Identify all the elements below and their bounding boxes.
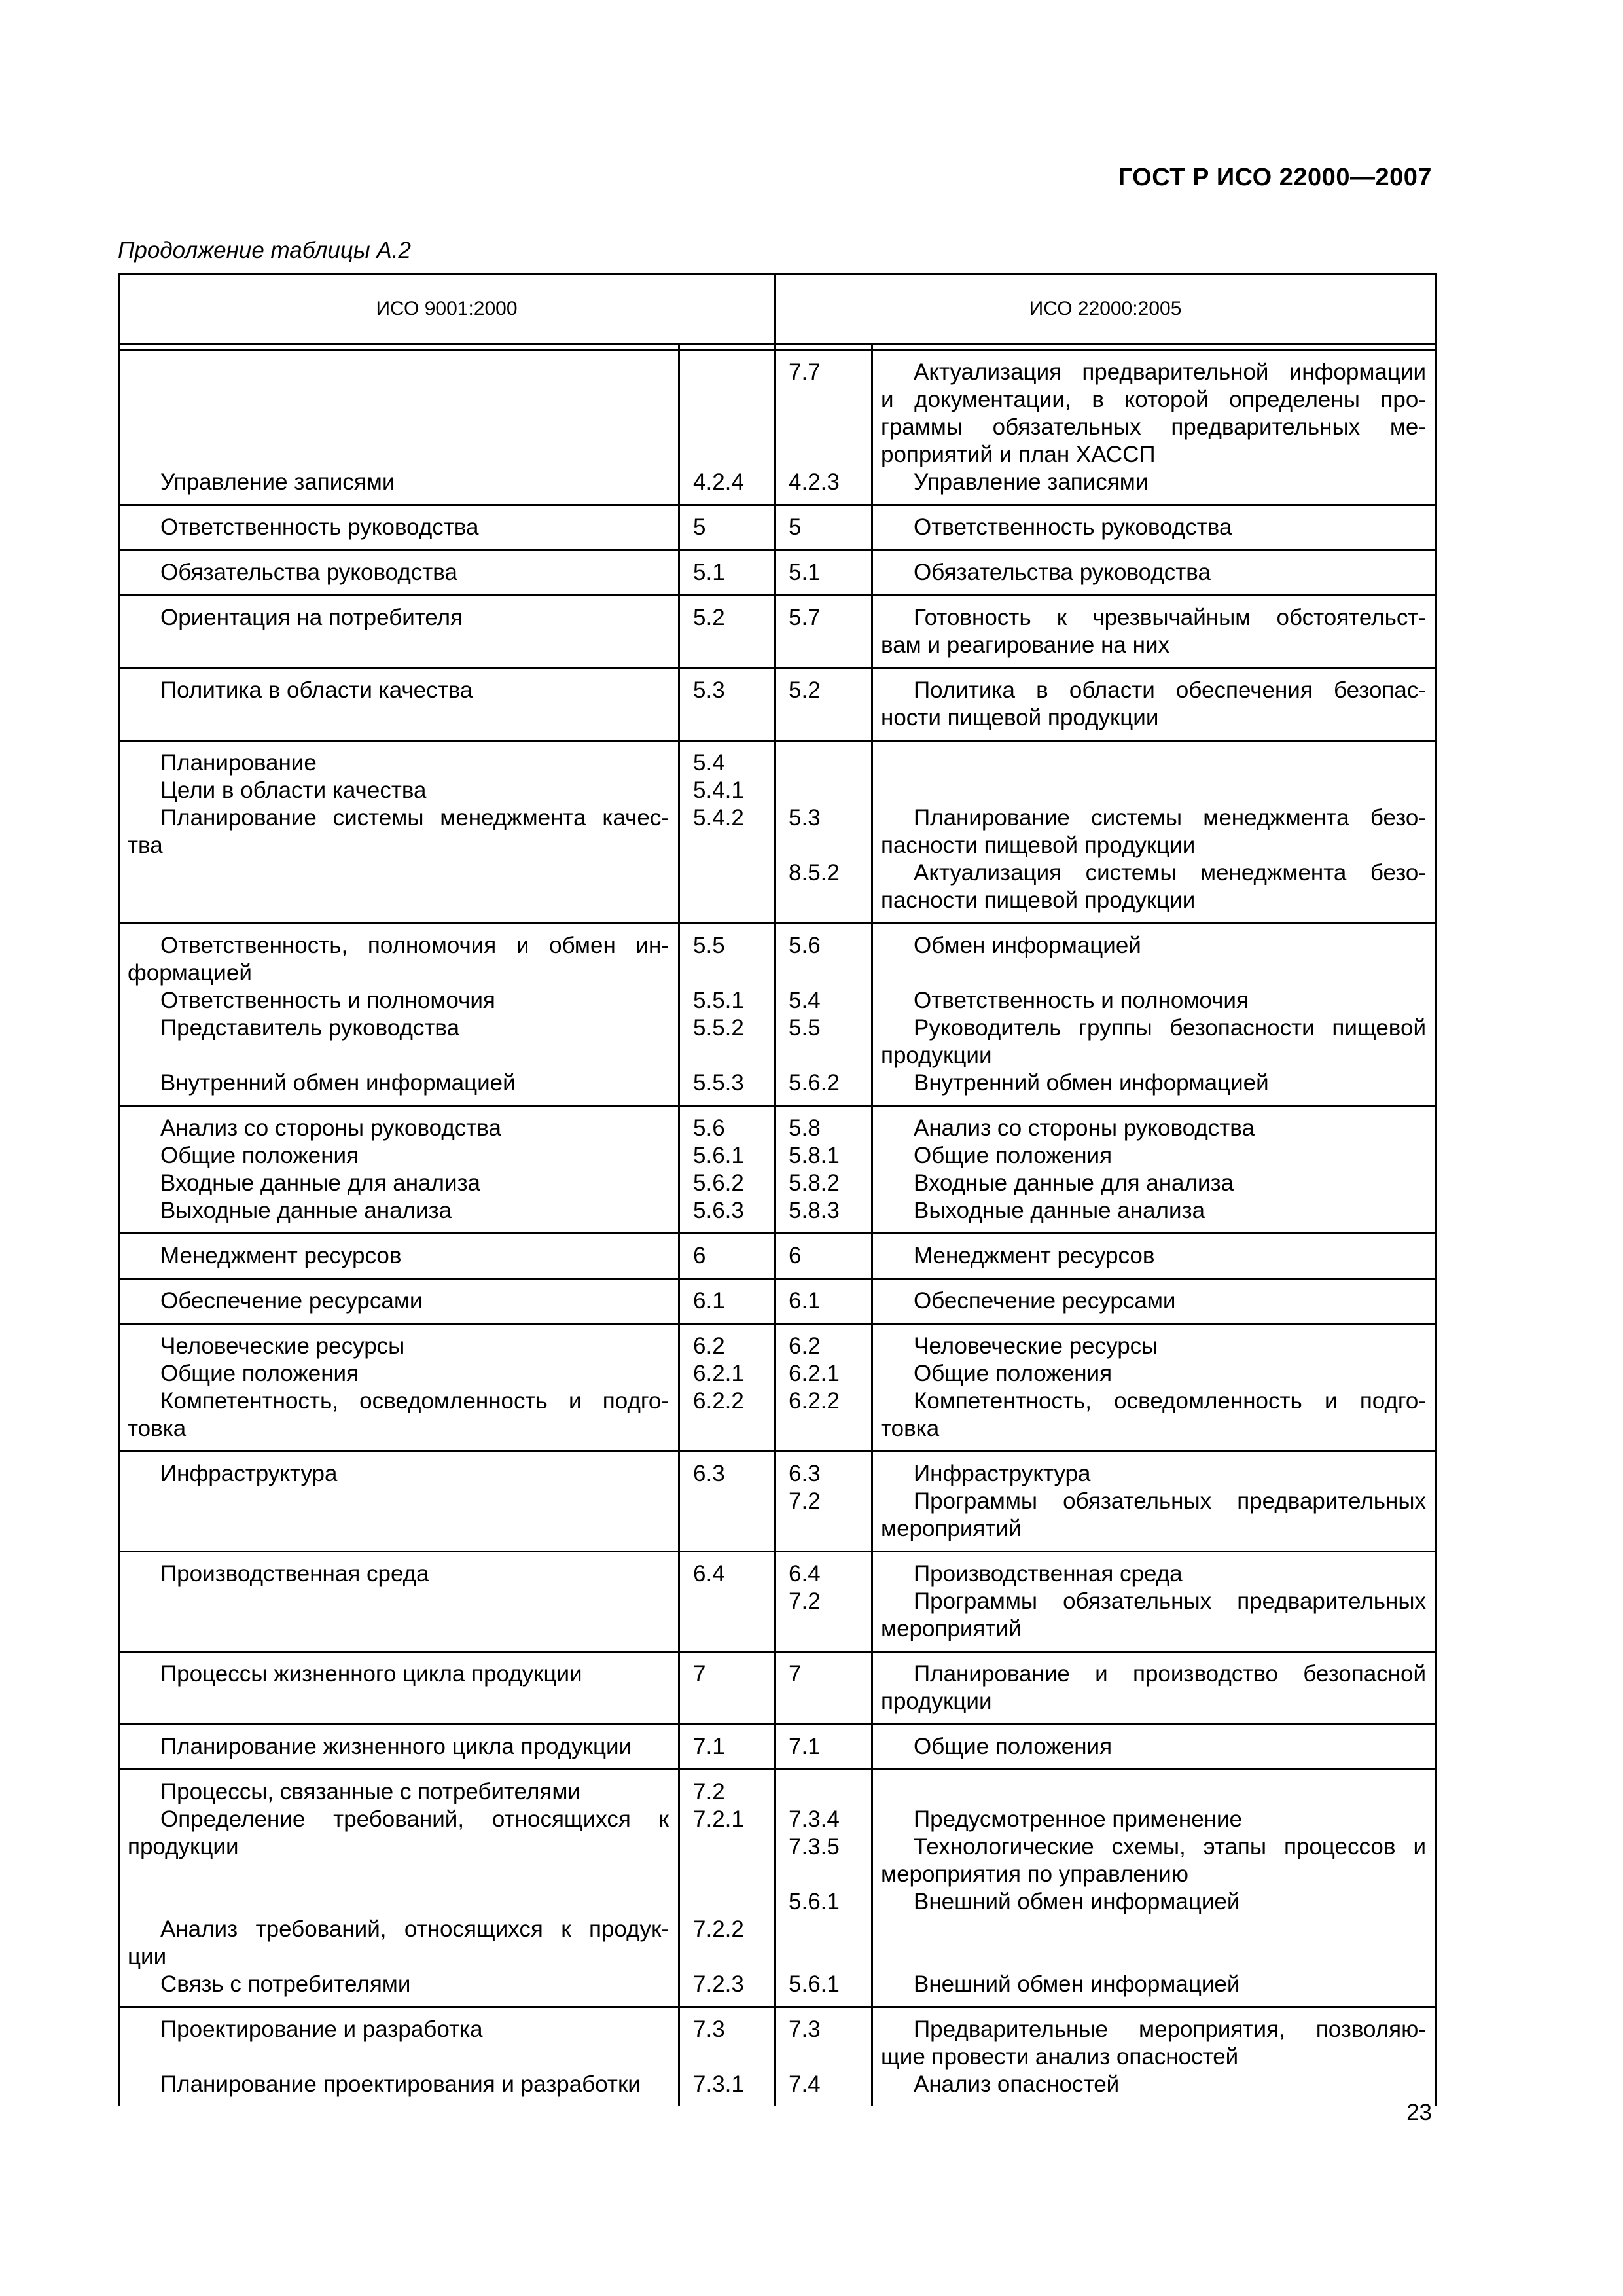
cell-text-line: продукции: [128, 1834, 239, 1859]
cell-text-line: Внешний обмен информацией: [914, 1971, 1240, 1997]
clause-number: 4.2.4: [693, 469, 744, 495]
table-row: [119, 350, 1436, 505]
cell-text-line: Входные данные для анализа: [914, 1170, 1234, 1196]
cell-text-line: Человеческие ресурсы: [914, 1333, 1158, 1359]
cell-text-line: Политика в области обеспечения безопас-: [914, 677, 1427, 703]
cell-text-line: Планирование системы менеджмента качес-: [160, 805, 669, 831]
iso22000-requirement-cell: [872, 1452, 1436, 1552]
clause-number: [776, 1916, 871, 1943]
clause-number: [776, 1861, 871, 1888]
cell-text-line: мероприятия по управлению: [881, 1861, 1188, 1887]
iso9001-clause-cell: [679, 1279, 775, 1324]
clause-number: 7: [789, 1661, 802, 1687]
cell-text-line: [120, 1861, 678, 1888]
clause-number: 7.2: [693, 1779, 725, 1804]
clause-number: [776, 1778, 871, 1806]
iso9001-requirement-cell: [119, 1106, 679, 1234]
clause-number: [680, 386, 774, 414]
cell-text-line: [120, 441, 678, 469]
clause-number: 6.2.1: [789, 1361, 840, 1386]
iso22000-requirement-cell: [872, 2007, 1436, 2107]
clause-number: 5.6: [693, 1115, 725, 1141]
iso22000-requirement-cell: [872, 596, 1436, 668]
clause-number: 5: [789, 514, 802, 540]
clause-number: [776, 386, 871, 414]
iso9001-clause-cell: [679, 1725, 775, 1770]
cell-text-line: Предварительные мероприятия, позволяю-: [914, 2017, 1427, 2042]
iso9001-requirement-cell: [119, 1452, 679, 1552]
clause-number: 7.2: [789, 1488, 821, 1514]
clause-number: [776, 2043, 871, 2071]
clause-number: 7.3.5: [789, 1834, 840, 1859]
cell-text-line: Планирование: [160, 750, 317, 776]
table-row: [119, 550, 1436, 596]
cell-text-line: [873, 960, 1435, 987]
clause-number: [776, 749, 871, 777]
iso22000-clause-cell: [775, 924, 872, 1106]
cell-text-line: Выходные данные анализа: [160, 1198, 452, 1223]
iso22000-requirement-cell: [872, 1770, 1436, 2007]
iso9001-requirement-cell: [119, 2007, 679, 2107]
cell-text-line: Анализ со стороны руководства: [160, 1115, 501, 1141]
cell-text-line: Анализ со стороны руководства: [914, 1115, 1255, 1141]
clause-number: 5.4.2: [693, 805, 744, 831]
cell-text-line: Программы обязательных предварительных: [914, 1588, 1427, 1614]
iso9001-requirement-cell: [119, 1279, 679, 1324]
cell-text-line: продукции: [881, 1043, 992, 1068]
cell-text-line: тва: [128, 833, 163, 858]
cell-text-line: Актуализация системы менеджмента безо-: [914, 860, 1427, 886]
clause-number: 7.3: [693, 2017, 725, 2042]
cell-text-line: щие провести анализ опасностей: [881, 2044, 1239, 2070]
clause-number: 5.6.1: [789, 1971, 840, 1997]
clause-number: 5.1: [693, 560, 725, 585]
clause-number: 7.2: [789, 1588, 821, 1614]
cell-text-line: Программы обязательных предварительных: [914, 1488, 1427, 1514]
clause-number: [776, 1042, 871, 1069]
cell-text-line: Готовность к чрезвычайным обстоятельст-: [914, 605, 1427, 630]
cell-text-line: формацией: [128, 960, 252, 986]
iso22000-clause-cell: [775, 668, 872, 741]
cell-text-line: Общие положения: [914, 1734, 1113, 1759]
clause-number: 6.1: [693, 1288, 725, 1314]
table-row: [119, 1652, 1436, 1725]
cell-text-line: товка: [128, 1416, 187, 1441]
cell-text-line: Общие положения: [160, 1143, 359, 1168]
clause-number: 5.3: [693, 677, 725, 703]
clause-number: 5.8.2: [789, 1170, 840, 1196]
clause-number: [776, 441, 871, 469]
clause-number: 6.4: [693, 1561, 725, 1587]
table-row: [119, 1452, 1436, 1552]
clause-number: 7.3.4: [789, 1806, 840, 1832]
clause-number: 5.6.1: [693, 1143, 744, 1168]
iso9001-clause-cell: [679, 2007, 775, 2107]
iso22000-requirement-cell: [872, 1324, 1436, 1452]
cell-text-line: Производственная среда: [914, 1561, 1183, 1587]
iso22000-clause-cell: [775, 741, 872, 924]
clause-number: 6.2.1: [693, 1361, 744, 1386]
clause-number: [680, 414, 774, 441]
clause-number: [776, 414, 871, 441]
clause-number: 5.6.2: [693, 1170, 744, 1196]
clause-number: [680, 1042, 774, 1069]
cell-text-line: [873, 1916, 1435, 1943]
clause-number: [680, 1943, 774, 1971]
table-row: [119, 1234, 1436, 1279]
iso9001-clause-cell: [679, 596, 775, 668]
iso9001-clause-cell: [679, 1552, 775, 1652]
iso9001-clause-cell: [679, 1652, 775, 1725]
iso9001-requirement-cell: [119, 741, 679, 924]
clause-number: 5.7: [789, 605, 821, 630]
cell-text-line: ции: [128, 1944, 167, 1969]
table-row: [119, 2007, 1436, 2107]
iso9001-clause-cell: [679, 924, 775, 1106]
cell-text-line: Процессы жизненного цикла продукции: [160, 1661, 582, 1687]
clause-number: [776, 1943, 871, 1971]
iso22000-clause-cell: [775, 1324, 872, 1452]
iso9001-requirement-cell: [119, 1652, 679, 1725]
iso9001-clause-cell: [679, 1234, 775, 1279]
clause-number: [680, 1833, 774, 1861]
clause-number: 5.5.2: [693, 1015, 744, 1041]
iso22000-requirement-cell: [872, 505, 1436, 550]
clause-number: 5: [693, 514, 706, 540]
clause-number: 6.2: [789, 1333, 821, 1359]
clause-number: 5.5: [789, 1015, 821, 1041]
iso9001-requirement-cell: [119, 1725, 679, 1770]
iso9001-clause-cell: [679, 1324, 775, 1452]
clause-number: [680, 960, 774, 987]
cell-text-line: граммы обязательных предварительных ме-: [881, 414, 1427, 440]
clause-number: 7.1: [789, 1734, 821, 1759]
iso9001-requirement-cell: [119, 1234, 679, 1279]
clause-number: 5.6.3: [693, 1198, 744, 1223]
iso22000-requirement-cell: [872, 350, 1436, 505]
clause-number: 7.3: [789, 2017, 821, 2042]
table-body: [119, 344, 1436, 2107]
clause-number: 6.2: [693, 1333, 725, 1359]
clause-number: 6.2.2: [693, 1388, 744, 1414]
iso9001-requirement-cell: [119, 1552, 679, 1652]
table-row: [119, 1552, 1436, 1652]
clause-number: 7: [693, 1661, 706, 1687]
cell-text-line: роприятий и план ХАССП: [881, 442, 1156, 467]
cell-text-line: [120, 1042, 678, 1069]
iso9001-requirement-cell: [119, 596, 679, 668]
iso22000-clause-cell: [775, 1652, 872, 1725]
clause-number: 5.3: [789, 805, 821, 831]
clause-number: 5.8.3: [789, 1198, 840, 1223]
clause-number: 6.3: [693, 1461, 725, 1486]
cell-text-line: Входные данные для анализа: [160, 1170, 481, 1196]
cell-text-line: Внешний обмен информацией: [914, 1889, 1240, 1914]
clause-number: 6.1: [789, 1288, 821, 1314]
cell-text-line: [120, 386, 678, 414]
cell-text-line: Менеджмент ресурсов: [160, 1243, 402, 1268]
clause-number: 5.8: [789, 1115, 821, 1141]
cell-text-line: Ответственность руководства: [914, 514, 1232, 540]
iso22000-requirement-cell: [872, 1106, 1436, 1234]
clause-number: 5.8.1: [789, 1143, 840, 1168]
iso22000-requirement-cell: [872, 741, 1436, 924]
clause-number: 7.3.1: [693, 2072, 744, 2097]
cell-text-line: товка: [881, 1416, 940, 1441]
iso22000-clause-cell: [775, 1770, 872, 2007]
iso9001-requirement-cell: [119, 1770, 679, 2007]
clause-number: 4.2.3: [789, 469, 840, 495]
iso22000-clause-cell: [775, 1234, 872, 1279]
iso22000-clause-cell: [775, 1552, 872, 1652]
cell-text-line: ности пищевой продукции: [881, 705, 1159, 730]
cell-text-line: Ответственность и полномочия: [914, 988, 1249, 1013]
table-row: [119, 668, 1436, 741]
cell-text-line: Цели в области качества: [160, 778, 427, 803]
clause-number: 5.6.2: [789, 1070, 840, 1096]
table-row: [119, 1725, 1436, 1770]
clause-number: 6: [693, 1243, 706, 1268]
clause-number: [776, 960, 871, 987]
clause-number: [680, 1861, 774, 1888]
cell-text-line: Планирование проектирования и разработки: [160, 2072, 641, 2097]
page-number: 23: [1406, 2100, 1432, 2125]
clause-number: 5.2: [693, 605, 725, 630]
cell-text-line: [873, 749, 1435, 777]
cell-text-line: Выходные данные анализа: [914, 1198, 1205, 1223]
clause-number: [776, 777, 871, 804]
cell-text-line: Технологические схемы, этапы процессов и: [914, 1834, 1427, 1859]
table-row: [119, 1324, 1436, 1452]
clause-number: 6: [789, 1243, 802, 1268]
header-separator-row: [119, 344, 1436, 350]
cell-text-line: Обеспечение ресурсами: [160, 1288, 423, 1314]
iso9001-clause-cell: [679, 668, 775, 741]
clause-number: 5.5: [693, 933, 725, 958]
cell-text-line: Ориентация на потребителя: [160, 605, 463, 630]
iso9001-clause-cell: [679, 350, 775, 505]
table-caption: Продолжение таблицы А.2: [118, 238, 411, 263]
cell-text-line: Менеджмент ресурсов: [914, 1243, 1155, 1268]
cell-text-line: Планирование системы менеджмента безо-: [914, 805, 1427, 831]
cell-text-line: [120, 414, 678, 441]
cell-text-line: Связь с потребителями: [160, 1971, 411, 1997]
table-row: [119, 924, 1436, 1106]
iso9001-requirement-cell: [119, 505, 679, 550]
cell-text-line: Анализ опасностей: [914, 2072, 1120, 2097]
clause-number: [776, 832, 871, 859]
cell-text-line: Планирование жизненного цикла продукции: [160, 1734, 632, 1759]
cell-text-line: Управление записями: [914, 469, 1149, 495]
cell-text-line: Обмен информацией: [914, 933, 1141, 958]
cell-text-line: Анализ требований, относящихся к продук-: [160, 1916, 669, 1942]
table-row: [119, 596, 1436, 668]
cell-text-line: [873, 1943, 1435, 1971]
cell-text-line: Актуализация предварительной информации: [914, 359, 1427, 385]
clause-number: 7.7: [789, 359, 821, 385]
cell-text-line: [873, 777, 1435, 804]
cell-text-line: Ответственность руководства: [160, 514, 479, 540]
iso22000-requirement-cell: [872, 1552, 1436, 1652]
iso22000-clause-cell: [775, 1106, 872, 1234]
iso9001-clause-cell: [679, 1452, 775, 1552]
cell-text-line: Инфраструктура: [160, 1461, 338, 1486]
cell-text-line: [873, 1778, 1435, 1806]
clause-number: 5.2: [789, 677, 821, 703]
iso9001-clause-cell: [679, 550, 775, 596]
cell-text-line: вам и реагирование на них: [881, 632, 1170, 658]
cell-text-line: Руководитель группы безопасности пищевой: [914, 1015, 1427, 1041]
cell-text-line: Процессы, связанные с потребителями: [160, 1779, 580, 1804]
cell-text-line: Инфраструктура: [914, 1461, 1091, 1486]
cell-text-line: Производственная среда: [160, 1561, 429, 1587]
cell-text-line: пасности пищевой продукции: [881, 888, 1196, 913]
cell-text-line: мероприятий: [881, 1516, 1022, 1541]
table-row: [119, 1279, 1436, 1324]
iso9001-requirement-cell: [119, 924, 679, 1106]
iso22000-requirement-cell: [872, 1279, 1436, 1324]
iso22000-clause-cell: [775, 1725, 872, 1770]
iso22000-requirement-cell: [872, 550, 1436, 596]
clause-number: 5.1: [789, 560, 821, 585]
cell-text-line: Внутренний обмен информацией: [914, 1070, 1269, 1096]
iso22000-clause-cell: [775, 550, 872, 596]
cell-text-line: [120, 2043, 678, 2071]
iso9001-requirement-cell: [119, 668, 679, 741]
clause-number: 7.4: [789, 2072, 821, 2097]
cell-text-line: Определение требований, относящихся к: [160, 1806, 669, 1832]
clause-number: 5.4: [693, 750, 725, 776]
clause-number: 7.2.1: [693, 1806, 744, 1832]
clause-number: 5.5.1: [693, 988, 744, 1013]
cell-text-line: Обеспечение ресурсами: [914, 1288, 1176, 1314]
cell-text-line: Обязательства руководства: [160, 560, 457, 585]
iso22000-clause-cell: [775, 1279, 872, 1324]
clause-number: 6.3: [789, 1461, 821, 1486]
table-row: [119, 1770, 1436, 2007]
clause-number: 6.2.2: [789, 1388, 840, 1414]
iso9001-clause-cell: [679, 1106, 775, 1234]
cell-text-line: Представитель руководства: [160, 1015, 460, 1041]
clause-number: 7.2.3: [693, 1971, 744, 1997]
iso22000-requirement-cell: [872, 1652, 1436, 1725]
iso9001-requirement-cell: [119, 350, 679, 505]
cell-text-line: [120, 359, 678, 386]
correspondence-table: [118, 273, 1437, 2106]
cell-text-line: Планирование и производство безопасной: [914, 1661, 1427, 1687]
table-row: [119, 505, 1436, 550]
iso22000-clause-cell: [775, 1452, 872, 1552]
column-header-iso22000: ИСО 22000:2005: [775, 274, 1436, 344]
iso9001-requirement-cell: [119, 1324, 679, 1452]
iso9001-clause-cell: [679, 741, 775, 924]
clause-number: 6.4: [789, 1561, 821, 1587]
cell-text-line: Общие положения: [160, 1361, 359, 1386]
cell-text-line: Предусмотренное применение: [914, 1806, 1243, 1832]
cell-text-line: Обязательства руководства: [914, 560, 1211, 585]
iso22000-clause-cell: [775, 596, 872, 668]
cell-text-line: [120, 1888, 678, 1916]
iso22000-clause-cell: [775, 505, 872, 550]
table-row: [119, 1106, 1436, 1234]
clause-number: 7.1: [693, 1734, 725, 1759]
cell-text-line: Общие положения: [914, 1143, 1113, 1168]
cell-text-line: пасности пищевой продукции: [881, 833, 1196, 858]
cell-text-line: продукции: [881, 1689, 992, 1714]
clause-number: [680, 359, 774, 386]
clause-number: 5.5.3: [693, 1070, 744, 1096]
cell-text-line: Управление записями: [160, 469, 395, 495]
clause-number: 8.5.2: [789, 860, 840, 886]
clause-number: 5.6.1: [789, 1889, 840, 1914]
clause-number: [680, 441, 774, 469]
clause-number: 7.2.2: [693, 1916, 744, 1942]
cell-text-line: Политика в области качества: [160, 677, 473, 703]
column-header-iso9001: ИСО 9001:2000: [119, 274, 775, 344]
iso9001-requirement-cell: [119, 550, 679, 596]
clause-number: [680, 2043, 774, 2071]
clause-number: 5.4: [789, 988, 821, 1013]
cell-text-line: Ответственность, полномочия и обмен ин-: [160, 933, 669, 958]
cell-text-line: Общие положения: [914, 1361, 1113, 1386]
clause-number: [680, 1888, 774, 1916]
cell-text-line: Компетентность, осведомленность и подго-: [160, 1388, 669, 1414]
iso9001-clause-cell: [679, 1770, 775, 2007]
cell-text-line: Компетентность, осведомленность и подго-: [914, 1388, 1427, 1414]
cell-text-line: Ответственность и полномочия: [160, 988, 495, 1013]
cell-text-line: и документации, в которой определены про-: [881, 387, 1427, 412]
iso22000-requirement-cell: [872, 1234, 1436, 1279]
document-standard-title: ГОСТ Р ИСО 22000—2007: [1118, 164, 1432, 191]
table-row: [119, 741, 1436, 924]
iso22000-requirement-cell: [872, 1725, 1436, 1770]
iso22000-clause-cell: [775, 2007, 872, 2107]
clause-number: 5.4.1: [693, 778, 744, 803]
iso22000-requirement-cell: [872, 668, 1436, 741]
cell-text-line: Проектирование и разработка: [160, 2017, 483, 2042]
cell-text-line: Внутренний обмен информацией: [160, 1070, 516, 1096]
iso22000-clause-cell: [775, 350, 872, 505]
iso22000-requirement-cell: [872, 924, 1436, 1106]
cell-text-line: Человеческие ресурсы: [160, 1333, 405, 1359]
clause-number: 5.6: [789, 933, 821, 958]
iso9001-clause-cell: [679, 505, 775, 550]
cell-text-line: мероприятий: [881, 1616, 1022, 1641]
table-header-row: [119, 274, 1436, 344]
